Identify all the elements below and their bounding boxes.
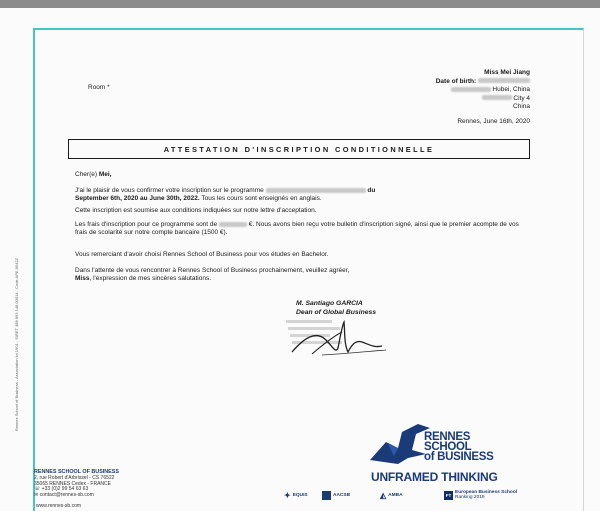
redacted-address (451, 87, 491, 92)
top-bar (0, 0, 600, 8)
paragraph-3: Les frais d'inscription pour ce programme sont de €. Nous avons bien reçu votre bulletin d'inscription signé, ainsi que le premier acompte de vos frais de scolarité sur notre compte bancaire (1500 €). (75, 221, 519, 236)
footer-address: RENNES SCHOOL OF BUSINESS 2, rue Robert d'Arbrissel - CS 76522 35065 RENNES Cedex - FRANCE ☏ +33 (0)2 99 54 63 63 ✉ contact@rennes-sb.com (34, 469, 119, 499)
place-date: Rennes, June 16th, 2020 (457, 118, 530, 125)
redacted-dob (478, 78, 530, 83)
ft-icon: FT (445, 492, 452, 498)
school-logo-text: RENNES SCHOOL of BUSINESS (424, 431, 494, 463)
footer-email: ✉ contact@rennes-sb.com (34, 492, 94, 499)
paragraph-2: Cette inscription est soumise aux conditions indiquées sur notre lettre d'acceptation. (75, 207, 317, 214)
signatory-name: M. Santiago GARCIA (296, 300, 363, 307)
address-line-1: Hubei, China (436, 86, 530, 95)
redacted-address (482, 95, 512, 100)
salutation: Cher(e) Mei, (75, 171, 112, 178)
amba-icon: ◭ (380, 490, 387, 500)
accreditation-ft: FT European Business School Ranking 2019 (445, 490, 518, 500)
accreditation-amba: ◭ AMBA (380, 490, 403, 500)
vertical-legal-text: Rennes School of Business - Association loi 1901 - SIRET 388 893 148 00014 - Code APE 8542Z (14, 258, 19, 432)
address-line-3: China (513, 103, 530, 110)
redacted-fees (219, 222, 247, 227)
mail-icon: ✉ (34, 492, 39, 499)
closing-name: Miss (75, 275, 90, 282)
recipient-block (436, 69, 530, 112)
room-label: Room * (88, 84, 110, 91)
program-dates: September 6th, 2020 au June 30th, 2022. (75, 195, 200, 202)
document-title: ATTESTATION D'INSCRIPTION CONDITIONNELLE (68, 139, 530, 159)
equis-icon: ✦ (284, 490, 291, 500)
redacted-program (266, 188, 366, 193)
school-logo-emblem (368, 420, 432, 466)
aacsb-icon (322, 491, 331, 500)
paragraph-4: Vous remerciant d'avoir choisi Rennes School of Business pour vos études en Bachelor. (75, 251, 329, 258)
paragraph-5: Dans l'attente de vous rencontrer à Rennes School of Business prochainement, veuillez agréer, Miss, l'expression de mes sincères salutations. (75, 267, 350, 282)
footer-firm: RENNES SCHOOL OF BUSINESS (34, 469, 119, 475)
tagline: UNFRAMED THINKING (371, 470, 498, 484)
signatory-role: Dean of Global Business (296, 308, 377, 316)
recipient-name: Miss Mei Jiang (484, 69, 530, 76)
handwritten-signature (282, 314, 392, 360)
paragraph-1: J'ai le plaisir de vous confirmer votre inscription sur le programme du September 6th, 2020 au June 30th, 2022. Tous les cours sont enseignés en anglais. (75, 187, 376, 202)
document-page (0, 8, 600, 511)
accreditation-aacsb: AACSB (322, 489, 350, 501)
salutation-name: Mei, (98, 171, 112, 178)
footer-url: www.rennes-sb.com (36, 503, 82, 509)
accreditation-equis: ✦ EQUIS (284, 490, 308, 500)
date-of-birth-label: Date of birth: (435, 77, 477, 85)
phone-icon: ☏ (34, 486, 41, 493)
address-line-2: City 4 (436, 95, 530, 104)
date-of-birth-row (436, 78, 530, 87)
footer-phone: ☏ +33 (0)2 99 54 63 63 (34, 486, 89, 493)
